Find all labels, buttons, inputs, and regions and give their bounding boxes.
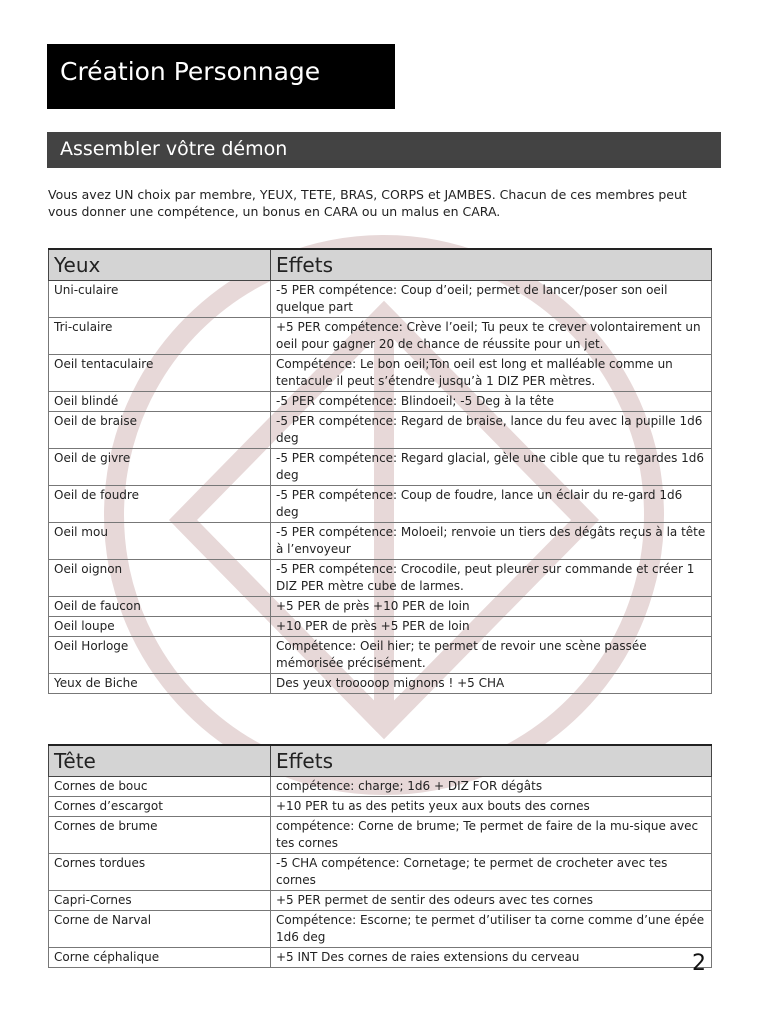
- table-row: [49, 355, 712, 392]
- cell-effect: Des yeux trooooop mignons ! +5 CHA: [271, 674, 712, 694]
- cell-effect: Compétence: Le bon oeil;Ton oeil est long et malléable comme un tentacule il peut s’étendre jusqu’à 1 DIZ PER mètres.: [271, 355, 712, 392]
- cell-member: Cornes tordues: [49, 854, 271, 891]
- table-row: [49, 523, 712, 560]
- table-row: [49, 281, 712, 318]
- cell-member: Tri-culaire: [49, 318, 271, 355]
- table-row: [49, 560, 712, 597]
- cell-member: Cornes de bouc: [49, 777, 271, 797]
- column-header: Effets: [271, 249, 712, 281]
- cell-effect: +10 PER de près +5 PER de loin: [271, 617, 712, 637]
- table-row: [49, 777, 712, 797]
- cell-member: Cornes de brume: [49, 817, 271, 854]
- table-row: [49, 674, 712, 694]
- cell-member: Oeil de foudre: [49, 486, 271, 523]
- cell-member: Oeil oignon: [49, 560, 271, 597]
- column-header: Effets: [271, 745, 712, 777]
- section-title: Assembler vôtre démon: [47, 132, 721, 168]
- table-row: [49, 891, 712, 911]
- cell-effect: compétence: Corne de brume; Te permet de faire de la mu-sique avec tes cornes: [271, 817, 712, 854]
- table-row: [49, 412, 712, 449]
- intro-paragraph: Vous avez UN choix par membre, YEUX, TETE, BRAS, CORPS et JAMBES. Chacun de ces membres peut vous donner une compétence, un bonus en CARA ou un malus en CARA.: [48, 187, 687, 219]
- table-row: [49, 597, 712, 617]
- cell-effect: Compétence: Escorne; te permet d’utiliser ta corne comme d’une épée 1d6 deg: [271, 911, 712, 948]
- table-row: [49, 637, 712, 674]
- table-row: [49, 854, 712, 891]
- cell-member: Capri-Cornes: [49, 891, 271, 911]
- table-row: [49, 449, 712, 486]
- cell-member: Oeil Horloge: [49, 637, 271, 674]
- yeux-table: [48, 248, 712, 694]
- table-row: [49, 617, 712, 637]
- cell-effect: -5 PER compétence: Regard de braise, lance du feu avec la pupille 1d6 deg: [271, 412, 712, 449]
- cell-member: Oeil blindé: [49, 392, 271, 412]
- page-title: Création Personnage: [47, 44, 395, 109]
- tete-table: [48, 744, 712, 968]
- cell-effect: -5 CHA compétence: Cornetage; te permet de crocheter avec tes cornes: [271, 854, 712, 891]
- cell-member: Oeil de braise: [49, 412, 271, 449]
- cell-member: Corne de Narval: [49, 911, 271, 948]
- cell-effect: Compétence: Oeil hier; te permet de revoir une scène passée mémorisée précisément.: [271, 637, 712, 674]
- table-header-row: [49, 249, 712, 281]
- cell-member: Oeil mou: [49, 523, 271, 560]
- cell-effect: -5 PER compétence: Regard glacial, gèle une cible que tu regardes 1d6 deg: [271, 449, 712, 486]
- cell-member: Corne céphalique: [49, 948, 271, 968]
- table-row: [49, 392, 712, 412]
- cell-effect: +5 PER compétence: Crève l’oeil; Tu peux te crever volontairement un oeil pour gagner 20 de chance de réussite pour un jet.: [271, 318, 712, 355]
- table-row: [49, 486, 712, 523]
- cell-effect: -5 PER compétence: Crocodile, peut pleurer sur commande et créer 1 DIZ PER mètre cube de larmes.: [271, 560, 712, 597]
- cell-member: Uni-culaire: [49, 281, 271, 318]
- table-row: [49, 817, 712, 854]
- cell-member: Yeux de Biche: [49, 674, 271, 694]
- column-header: Yeux: [49, 249, 271, 281]
- table-row: [49, 948, 712, 968]
- cell-effect: +5 PER de près +10 PER de loin: [271, 597, 712, 617]
- cell-effect: +10 PER tu as des petits yeux aux bouts des cornes: [271, 797, 712, 817]
- cell-member: Oeil loupe: [49, 617, 271, 637]
- cell-member: Oeil de faucon: [49, 597, 271, 617]
- page-number: 2: [692, 951, 706, 976]
- table-row: [49, 911, 712, 948]
- cell-effect: -5 PER compétence: Moloeil; renvoie un tiers des dégâts reçus à la tête à l’envoyeur: [271, 523, 712, 560]
- cell-member: Oeil de givre: [49, 449, 271, 486]
- table-row: [49, 797, 712, 817]
- column-header: Tête: [49, 745, 271, 777]
- cell-effect: +5 PER permet de sentir des odeurs avec tes cornes: [271, 891, 712, 911]
- cell-effect: -5 PER compétence: Coup d’oeil; permet de lancer/poser son oeil quelque part: [271, 281, 712, 318]
- cell-member: Oeil tentaculaire: [49, 355, 271, 392]
- table-row: [49, 318, 712, 355]
- cell-effect: +5 INT Des cornes de raies extensions du cerveau: [271, 948, 712, 968]
- cell-effect: compétence: charge; 1d6 + DIZ FOR dégâts: [271, 777, 712, 797]
- cell-member: Cornes d’escargot: [49, 797, 271, 817]
- cell-effect: -5 PER compétence: Blindoeil; -5 Deg à la tête: [271, 392, 712, 412]
- cell-effect: -5 PER compétence: Coup de foudre, lance un éclair du re-gard 1d6 deg: [271, 486, 712, 523]
- table-header-row: [49, 745, 712, 777]
